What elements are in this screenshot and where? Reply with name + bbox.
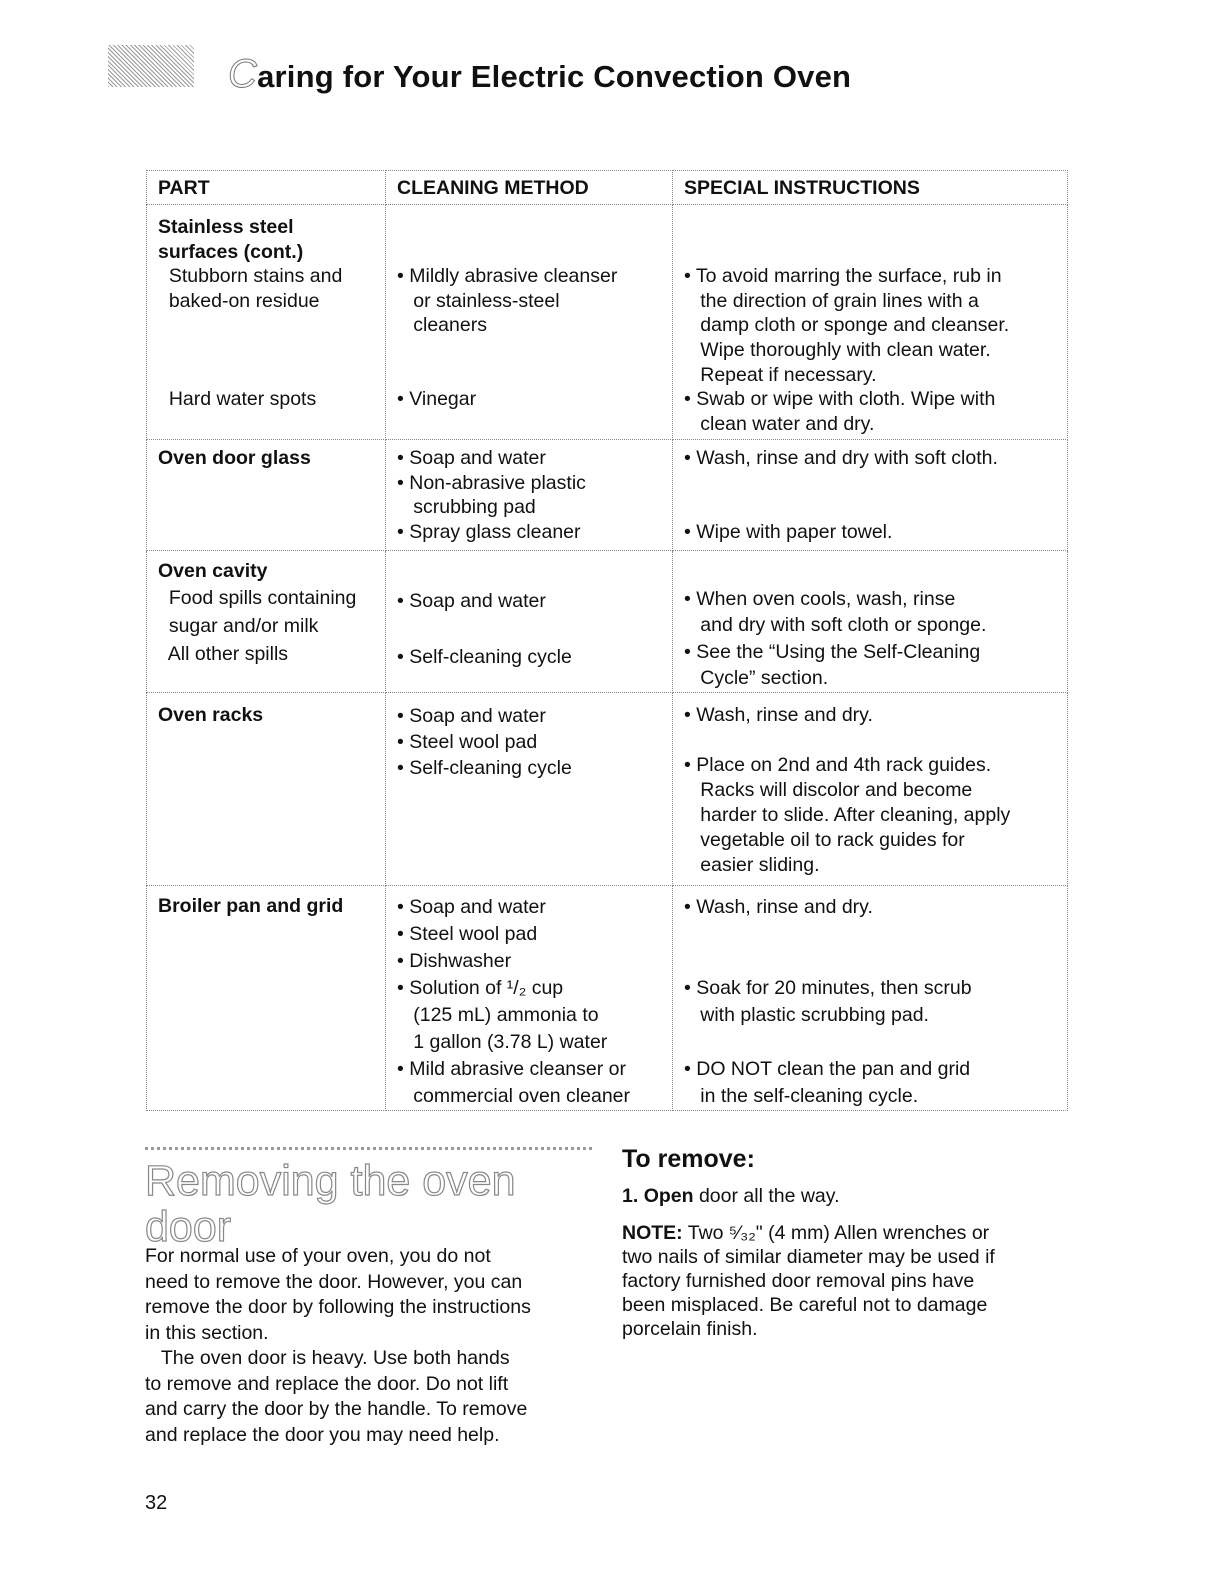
table-header-row [147,171,1068,205]
table-row [147,551,1068,693]
section-heading: Removing the oven door [145,1157,516,1251]
header-cleaning-method: CLEANING METHOD [386,171,673,205]
method-cell: • Soap and water • Steel wool pad • Dishwasher • Solution of ¹/₂ cup (125 mL) ammonia to 1 gallon (3.78 L) water • Mild abrasive cleanser or commercial oven cleaner [386,886,673,1111]
step-1: 1. Open door all the way. [622,1185,840,1207]
table-row [147,440,1068,551]
table-row [147,886,1068,1111]
part-cell: Oven racks [147,693,386,886]
intro-paragraph: For normal use of your oven, you do not need to remove the door. However, you can remove the door by following the instructions in this section. [145,1245,531,1344]
warning-paragraph: The oven door is heavy. Use both hands to remove and replace the door. Do not lift and carry the door by the handle. To remove and replace the door you may need help. [145,1347,528,1446]
method-cell: • Soap and water • Steel wool pad • Self-cleaning cycle [386,693,673,886]
header-special-instructions: SPECIAL INSTRUCTIONS [673,171,1068,205]
part-cell: Oven cavity Food spills containing sugar and/or milk All other spills [147,551,386,693]
special-cell: • Wash, rinse and dry with soft cloth. • Wipe with paper towel. [673,440,1068,551]
cleaning-table [146,170,1068,1111]
method-cell: • Soap and water • Self-cleaning cycle [386,551,673,693]
table-row [147,693,1068,886]
page-number: 32 [145,1492,168,1514]
method-cell: • Mildly abrasive cleanser or stainless-steel cleaners • Vinegar [386,205,673,440]
special-cell: • To avoid marring the surface, rub in the direction of grain lines with a damp cloth or sponge and cleanser. Wipe thoroughly with clean water. Repeat if necessary. • Swab or wipe with cloth. Wipe with clean water and dry. [673,205,1068,440]
method-cell: • Soap and water • Non-abrasive plastic scrubbing pad • Spray glass cleaner [386,440,673,551]
page-title: Caring for Your Electric Convection Oven [228,52,852,96]
note-paragraph: NOTE: Two ⁵⁄₃₂" (4 mm) Allen wrenches or two nails of similar diameter may be used if factory furnished door removal pins have been misplaced. Be careful not to damage porcelain finish. [622,1222,995,1340]
special-cell: • Wash, rinse and dry. • Soak for 20 minutes, then scrub with plastic scrubbing pad. • DO NOT clean the pan and grid in the self-cleaning cycle. [673,886,1068,1111]
section-divider [145,1147,592,1150]
part-cell: Oven door glass [147,440,386,551]
to-remove-heading: To remove: [622,1145,755,1173]
table-row [147,205,1068,440]
header-part: PART [147,171,386,205]
part-cell: Broiler pan and grid [147,886,386,1111]
special-cell: • Wash, rinse and dry. • Place on 2nd and 4th rack guides. Racks will discolor and become harder to slide. After cleaning, apply vegetable oil to rack guides for easier sliding. [673,693,1068,886]
part-cell: Stainless steel surfaces (cont.) Stubborn stains and baked-on residue Hard water spots [147,205,386,440]
special-cell: • When oven cools, wash, rinse and dry with soft cloth or sponge. • See the “Using the Self-Cleaning Cycle” section. [673,551,1068,693]
dotted-pattern-logo-icon [108,45,194,87]
